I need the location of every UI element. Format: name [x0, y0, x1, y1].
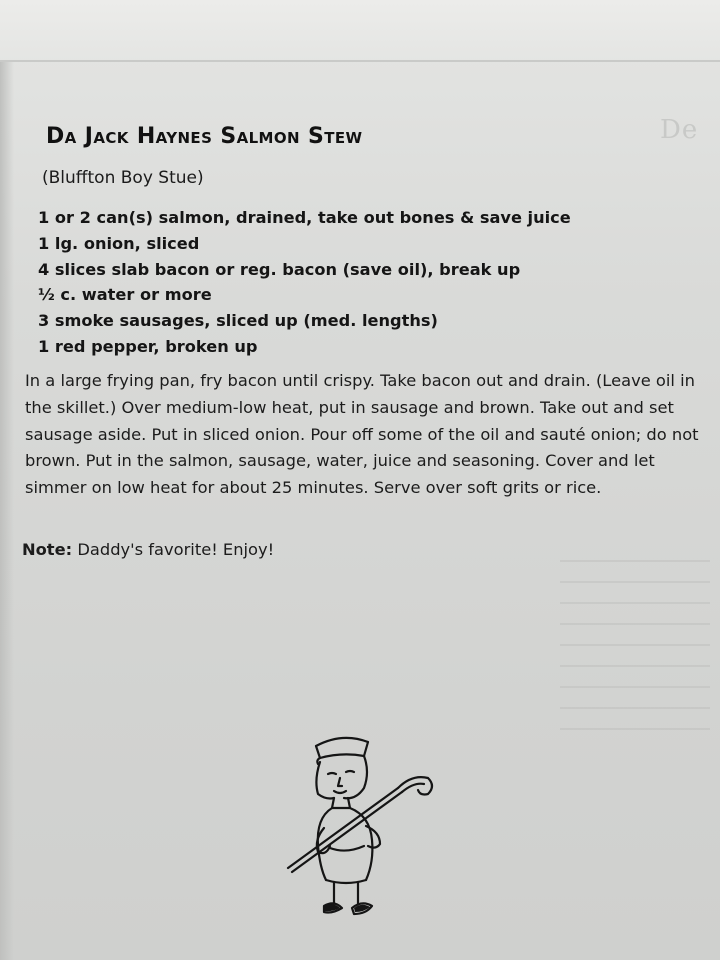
cook-with-cane-illustration-icon [280, 728, 440, 928]
page-edge [0, 60, 720, 62]
ingredient-item: 4 slices slab bacon or reg. bacon (save oil), break up [38, 259, 521, 279]
note-text: Daddy's favorite! Enjoy! [77, 540, 275, 559]
note-label: Note: [22, 540, 73, 559]
recipe-instructions: In a large frying pan, fry bacon until crispy. Take bacon out and drain. (Leave oil in the skillet.) Over medium-low heat, put in sausage and brown. Take out and set sausage aside. Put in sliced onion. Pour off some of the oil and sauté onion; do not brown. Put in the salmon, sausage, water, juice and seasoning. Cover and let simmer on low heat for about 25 minutes. Serve over soft grits or rice. [25, 371, 699, 498]
bleed-through-text: De [660, 115, 699, 145]
ingredient-item: 1 lg. onion, sliced [38, 233, 200, 253]
recipe-title: Da Jack Haynes Salmon Stew [46, 124, 363, 149]
recipe-subtitle: (Bluffton Boy Stue) [42, 168, 204, 188]
recipe-note [22, 540, 274, 559]
ingredient-item: ½ c. water or more [38, 285, 212, 305]
background-strip [0, 0, 720, 62]
bleed-through-lines [560, 560, 710, 730]
ingredient-item: 1 or 2 can(s) salmon, drained, take out bones & save juice [38, 208, 571, 227]
page-left-shadow [0, 62, 14, 960]
ingredient-item: 3 smoke sausages, sliced up (med. lengths) [38, 311, 438, 331]
ingredient-list [38, 205, 571, 360]
ingredient-item: 1 red pepper, broken up [38, 336, 258, 356]
